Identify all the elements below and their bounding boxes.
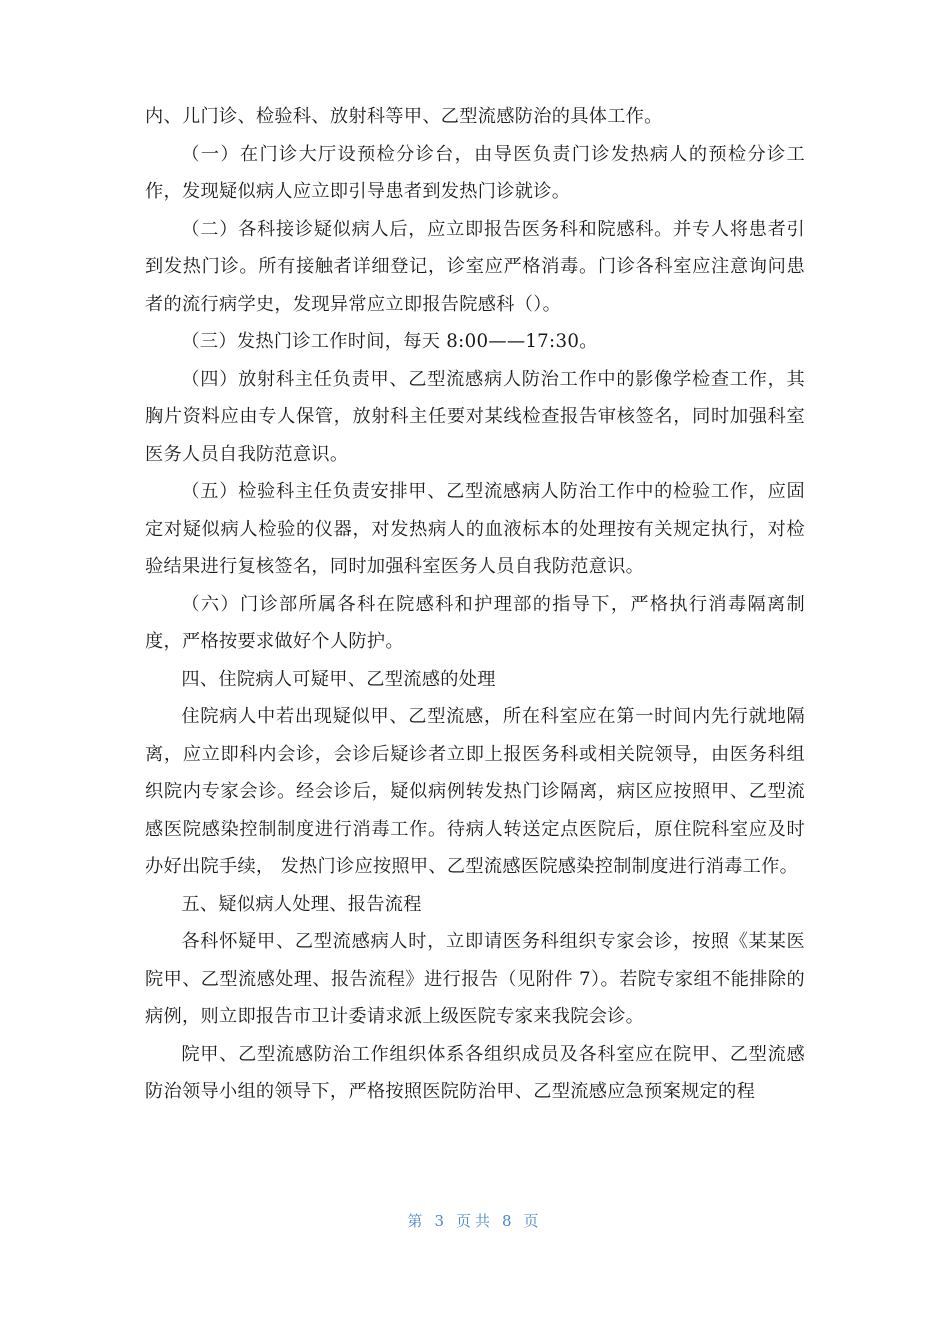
footer-middle: 页共 [455, 1212, 494, 1230]
paragraph: 各科怀疑甲、乙型流感病人时，立即请医务科组织专家会诊，按照《某某医院甲、乙型流感处理、报告流程》进行报告（见附件 7）。若院专家组不能排除的病例，则立即报告市卫计委请求派上级医院专家来我院会诊。 [145, 931, 805, 1027]
total-page-count: 8 [502, 1212, 516, 1230]
paragraph: 住院病人中若出现疑似甲、乙型流感，所在科室应在第一时间内先行就地隔离，应立即科内会诊，会诊后疑诊者立即上报医务科或相关院领导，由医务科组织院内专家会诊。经会诊后，疑似病例转发热门诊隔离，病区应按照甲、乙型流感医院感染控制制度进行消毒工作。待病人转送定点医院后，原住院科室应及时办好出院手续， 发热门诊应按照甲、乙型流感医院感染控制制度进行消毒工作。 [145, 706, 805, 877]
document-body [145, 98, 805, 1111]
section-heading: 五、疑似病人处理、报告流程 [181, 893, 422, 915]
current-page-number: 3 [434, 1212, 448, 1230]
paragraph: （一）在门诊大厅设预检分诊台，由导医负责门诊发热病人的预检分诊工作，发现疑似病人应立即引导患者到发热门诊就诊。 [145, 143, 805, 202]
paragraph: （三）发热门诊工作时间，每天 8:00——17:30。 [181, 331, 598, 352]
footer-suffix: 页 [523, 1212, 543, 1230]
paragraph: （四）放射科主任负责甲、乙型流感病人防治工作中的影像学检查工作，其胸片资料应由专人保管，放射科主任要对某线检查报告审核签名，同时加强科室医务人员自我防范意识。 [145, 368, 805, 465]
paragraph: （五）检验科主任负责安排甲、乙型流感病人防治工作中的检验工作，应固定对疑似病人检验的仪器，对发热病人的血液标本的处理按有关规定执行，对检验结果进行复核签名，同时加强科室医务人员自我防范意识。 [145, 481, 805, 577]
paragraph: （二）各科接诊疑似病人后，应立即报告医务科和院感科。并专人将患者引到发热门诊。所有接触者详细登记，诊室应严格消毒。门诊各科室应注意询问患者的流行病学史，发现异常应立即报告院感科（）。 [145, 218, 805, 315]
page-number-footer [0, 1210, 950, 1231]
footer-prefix: 第 [407, 1212, 427, 1230]
paragraph: （六）门诊部所属各科在院感科和护理部的指导下，严格执行消毒隔离制度，严格按要求做好个人防护。 [145, 593, 805, 652]
paragraph: 院甲、乙型流感防治工作组织体系各组织成员及各科室应在院甲、乙型流感防治领导小组的领导下，严格按照医院防治甲、乙型流感应急预案规定的程 [145, 1043, 805, 1102]
section-heading: 四、住院病人可疑甲、乙型流感的处理 [181, 668, 496, 690]
paragraph: 内、儿门诊、检验科、放射科等甲、乙型流感防治的具体工作。 [145, 106, 663, 127]
